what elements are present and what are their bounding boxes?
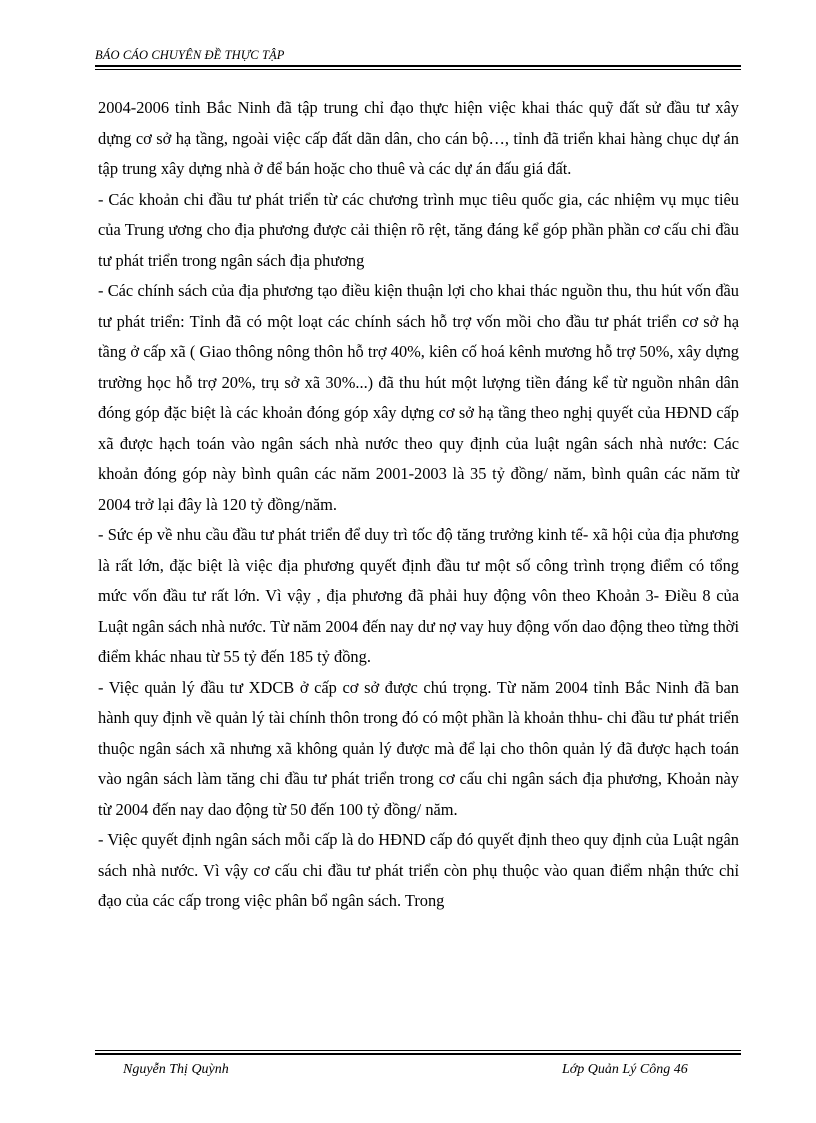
header-rule-thick bbox=[95, 65, 741, 67]
page-header bbox=[95, 47, 741, 70]
footer-row bbox=[95, 1060, 741, 1080]
footer-author: Nguyễn Thị Quỳnh bbox=[123, 1062, 229, 1077]
paragraph-1: 2004-2006 tỉnh Bắc Ninh đã tập trung chỉ đạo thực hiện việc khai thác quỹ đất sử đầu tư xây dựng cơ sở hạ tầng, ngoài việc cấp đất dãn dân, cho cán bộ…, tỉnh đã triển khai hàng chục dự án tập trung xây dựng nhà ở để bán hoặc cho thuê và các dự án đấu giá đất. bbox=[98, 98, 739, 178]
document-body bbox=[98, 93, 739, 917]
footer-rule-thick bbox=[95, 1053, 741, 1055]
paragraph-4: - Sức ép về nhu cầu đầu tư phát triển để duy trì tốc độ tăng trưởng kinh tế- xã hội của địa phương là rất lớn, đặc biệt là việc địa phương quyết định đầu tư một số công trình trọng điểm có tổng mức vốn đầu tư rất lớn. Vì vậy , địa phương đã phải huy động vôn theo Khoản 3- Điều 8 của Luật ngân sách nhà nước. Từ năm 2004 đến nay dư nợ vay huy động vốn dao động theo từng thời điểm khác nhau từ 55 tỷ đến 185 tỷ đồng. bbox=[98, 525, 739, 666]
footer-class: Lớp Quản Lý Công 46 bbox=[562, 1062, 688, 1077]
page-footer bbox=[95, 1050, 741, 1080]
header-rule-thin bbox=[95, 69, 741, 70]
paragraph-2: - Các khoản chi đầu tư phát triển từ các chương trình mục tiêu quốc gia, các nhiệm vụ mục tiêu của Trung ương cho địa phương được cải thiện rõ rệt, tăng đáng kể góp phần phần cơ cấu chi đầu tư phát triển trong ngân sách địa phương bbox=[98, 189, 739, 270]
paragraph-6: - Việc quyết định ngân sách mỗi cấp là do HĐND cấp đó quyết định theo quy định của Luật ngân sách nhà nước. Vì vậy cơ cấu chi đầu tư phát triển còn phụ thuộc vào quan điểm nhận thức chỉ đạo của các cấp trong việc phân bổ ngân sách. Trong bbox=[98, 830, 739, 910]
paragraph-5: - Việc quản lý đầu tư XDCB ở cấp cơ sở được chú trọng. Từ năm 2004 tỉnh Bắc Ninh đã ban hành quy định về quản lý tài chính thôn trong đó có một phần là khoản thhu- chi đầu tư phát triển thuộc ngân sách xã nhưng xã không quản lý được mà để lại cho thôn quản lý đã được hạch toán vào ngân sách làm tăng chi đầu tư phát triển trong cơ cấu chi ngân sách địa phương, Khoản này từ 2004 đến nay dao động từ 50 đến 100 tỷ đồng/ năm. bbox=[98, 677, 739, 819]
paragraph-3: - Các chính sách của địa phương tạo điều kiện thuận lợi cho khai thác nguồn thu, thu hút vốn đầu tư phát triển: Tỉnh đã có một loạt các chính sách hỗ trợ vốn mồi cho đầu tư phát triển cơ sở hạ tầng ở cấp xã ( Giao thông nông thôn hỗ trợ 40%, kiên cố hoá kênh mương hỗ trợ 50%, xây dựng trường học hỗ trợ 20%, trụ sở xã 30%...) đã thu hút một lượng tiền đáng kể từ nguồn nhân dân đóng góp đặc biệt là các khoản đóng góp xây dựng cơ sở hạ tầng theo nghị quyết của HĐND cấp xã được hạch toán vào ngân sách nhà nước theo quy định của luật ngân sách nhà nước: Các khoản đóng góp này bình quân các năm 2001-2003 là 35 tỷ đồng/ năm, bình quân các năm từ 2004 trở lại đây là 120 tỷ đồng/năm. bbox=[98, 281, 739, 514]
report-title: BÁO CÁO CHUYÊN ĐỀ THỰC TẬP bbox=[95, 48, 285, 62]
footer-rule-thin bbox=[95, 1050, 741, 1051]
